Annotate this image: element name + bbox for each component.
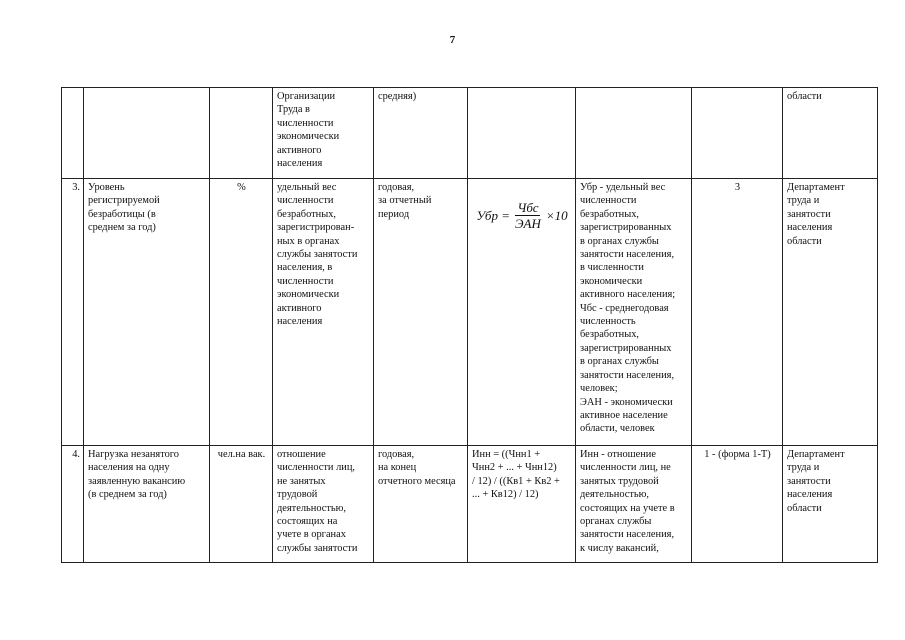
responsible-cell: Департамент труда и занятости населения области — [783, 179, 878, 446]
periodicity-cell: годовая, за отчетный период — [374, 179, 468, 446]
formula-cell — [468, 179, 576, 446]
indicator-name-cell: Уровень регистрируемой безработицы (в среднем за год) — [84, 179, 210, 446]
unit-cell — [210, 88, 273, 179]
formula-numerator: Чбс — [517, 200, 539, 216]
source-cell — [692, 88, 783, 179]
table-row — [62, 446, 878, 563]
formula-cell: Инн = ((Чнн1 + Чнн2 + ... + Чнн12) / 12) / ((Кв1 + Кв2 + ... + Кв12) / 12) — [468, 446, 576, 563]
table-row — [62, 179, 878, 446]
formula-rhs: ×10 — [545, 208, 568, 224]
responsible-cell: Департамент труда и занятости населения области — [783, 446, 878, 563]
legend-cell: Инн - отношение численности лиц, не занятых трудовой деятельностью, состоящих на учете в органах службы занятости населения, к числу вакансий, — [576, 446, 692, 563]
row-number-cell: 4. — [62, 446, 84, 563]
formula-fraction — [513, 200, 543, 231]
periodicity-cell: средняя) — [374, 88, 468, 179]
table-row — [62, 88, 878, 179]
definition-cell: Организации Труда в численности экономически активного населения — [273, 88, 374, 179]
formula-lhs: Убр = — [476, 208, 510, 224]
formula-denominator: ЭАН — [515, 216, 541, 232]
row-number-cell — [62, 88, 84, 179]
responsible-cell: области — [783, 88, 878, 179]
definition-cell: удельный вес численности безработных, зарегистрирован- ных в органах службы занятости населения, в численности экономически активного населения — [273, 179, 374, 446]
row-number-cell: 3. — [62, 179, 84, 446]
indicator-name-cell: Нагрузка незанятого населения на одну заявленную вакансию (в среднем за год) — [84, 446, 210, 563]
formula — [472, 200, 572, 231]
indicator-name-cell — [84, 88, 210, 179]
page-number: 7 — [449, 34, 456, 46]
source-cell: 1 - (форма 1-Т) — [692, 446, 783, 563]
periodicity-cell: годовая, на конец отчетного месяца — [374, 446, 468, 563]
unit-cell: % — [210, 179, 273, 446]
definition-cell: отношение численности лиц, не занятых трудовой деятельностью, состоящих на учете в органах службы занятости — [273, 446, 374, 563]
unit-cell: чел.на вак. — [210, 446, 273, 563]
legend-cell — [576, 88, 692, 179]
formula-cell — [468, 88, 576, 179]
legend-cell: Убр - удельный вес численности безработных, зарегистрированных в органах службы занятости населения, в численности экономически активного населения; Чбс - среднегодовая численность безработных, зарегистрированных в органах службы занятости населения, человек; ЭАН - экономически активное население области, человек — [576, 179, 692, 446]
source-cell: 3 — [692, 179, 783, 446]
indicators-table — [61, 87, 878, 563]
